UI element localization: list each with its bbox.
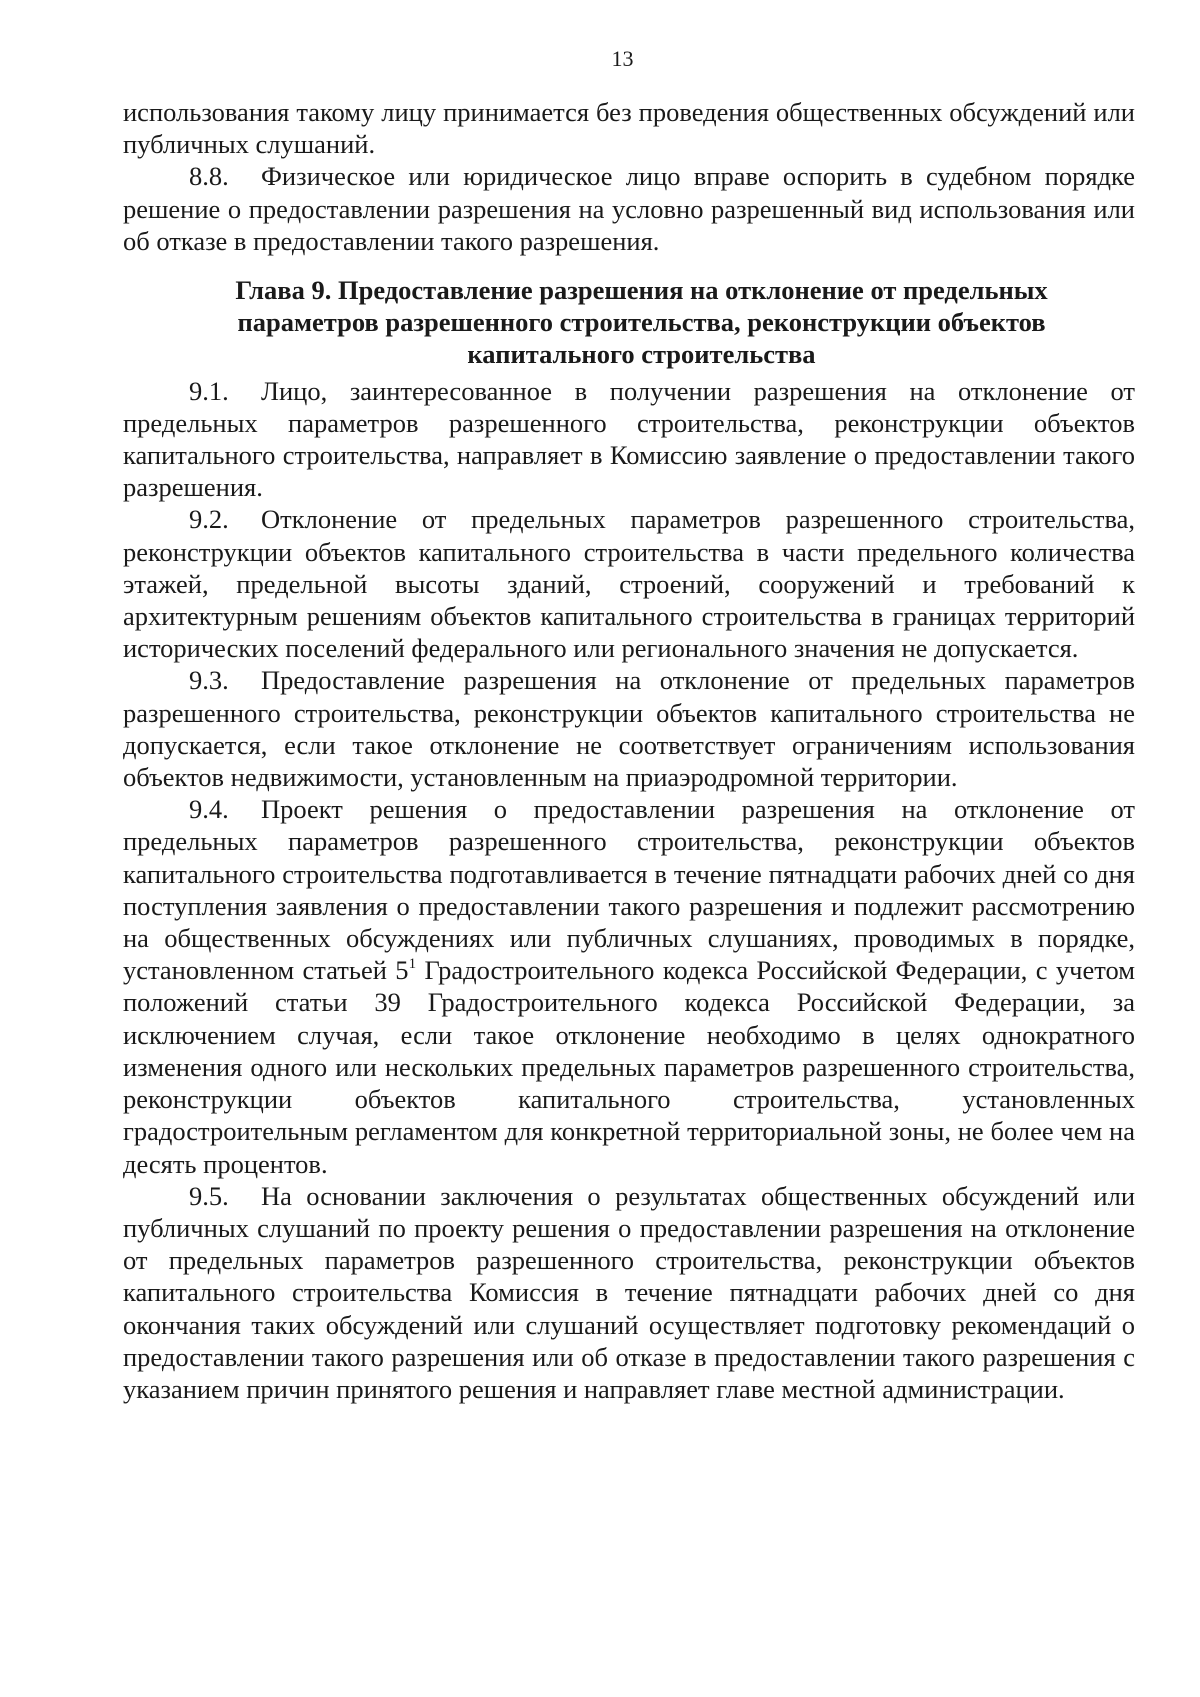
clause-text: Лицо, заинтересованное в получении разрешения на отклонение от предельных параметров разрешенного строительства, реконструкции объектов капитального строительства, направляет в Комиссию заявление о предоставлении такого разрешения. [123, 375, 1135, 503]
clause-9-5 [123, 1180, 1135, 1405]
clause-text: Проект решения о предоставлении разрешения на отклонение от предельных параметров разрешенного строительства, реконструкции объектов капитального строительства подготавливается в течение пятнадцати рабочих дней со дня поступления заявления о предоставлении такого разрешения и подлежит рассмотрению на общественных обсуждениях или публичных слушаниях, проводимых в порядке, установленном статьей 5 [123, 794, 1135, 986]
clause-number: 9.5. [189, 1180, 229, 1211]
chapter-heading-line: Глава 9. Предоставление разрешения на отклонение от предельных [235, 275, 1048, 306]
clause-9-3 [123, 664, 1135, 793]
chapter-heading-line: капитального строительства [467, 339, 816, 370]
clause-text-continued: Градостроительного кодекса Российской Федерации, с учетом положений статьи 39 Градостроительного кодекса Российской Федерации, за исключением случая, если такое отклонение необходимо в целях однократного изменения одного или нескольких предельных параметров разрешенного строительства, реконструкции объектов капитального строительства, установленных градостроительным регламентом для конкретной территориальной зоны, не более чем на десять процентов. [123, 955, 1135, 1179]
clause-number: 8.8. [189, 161, 229, 192]
clause-number: 9.4. [189, 794, 229, 825]
chapter-heading-line: параметров разрешенного строительства, реконструкции объектов [237, 307, 1046, 338]
clause-number: 9.3. [189, 665, 229, 696]
clause-text: Отклонение от предельных параметров разрешенного строительства, реконструкции объектов капитального строительства в части предельного количества этажей, предельной высоты зданий, строений, сооружений и требований к архитектурным решениям объектов капитального строительства в границах территорий исторических поселений федерального или регионального значения не допускается. [123, 504, 1135, 664]
page-number: 13 [611, 46, 634, 71]
clause-number: 9.2. [189, 504, 229, 535]
clause-9-1 [123, 375, 1135, 504]
clause-text: Предоставление разрешения на отклонение от предельных параметров разрешенного строительства, реконструкции объектов капитального строительства не допускается, если такое отклонение не соответствует ограничениям использования объектов недвижимости, установленным на приаэродромной территории. [123, 665, 1135, 793]
chapter-heading [123, 274, 1135, 371]
document-body [123, 96, 1135, 1405]
clause-text: Физическое или юридическое лицо вправе оспорить в судебном порядке решение о предоставлении разрешения на условно разрешенный вид использования или об отказе в предоставлении такого разрешения. [123, 161, 1135, 256]
intro-paragraph: использования такому лицу принимается без проведения общественных обсуждений или публичных слушаний. [123, 97, 1135, 160]
clause-9-4 [123, 793, 1135, 1179]
clause-9-2 [123, 503, 1135, 664]
clause-number: 9.1. [189, 375, 229, 406]
clause-8-8 [123, 160, 1135, 257]
clause-text: На основании заключения о результатах общественных обсуждений или публичных слушаний по проекту решения о предоставлении разрешения на отклонение от предельных параметров разрешенного строительства, реконструкции объектов капитального строительства Комиссия в течение пятнадцати рабочих дней со дня окончания таких обсуждений или слушаний осуществляет подготовку рекомендаций о предоставлении такого разрешения или об отказе в предоставлении такого разрешения с указанием причин принятого решения и направляет главе местной администрации. [123, 1180, 1135, 1404]
superscript-article-index: 1 [408, 956, 417, 973]
